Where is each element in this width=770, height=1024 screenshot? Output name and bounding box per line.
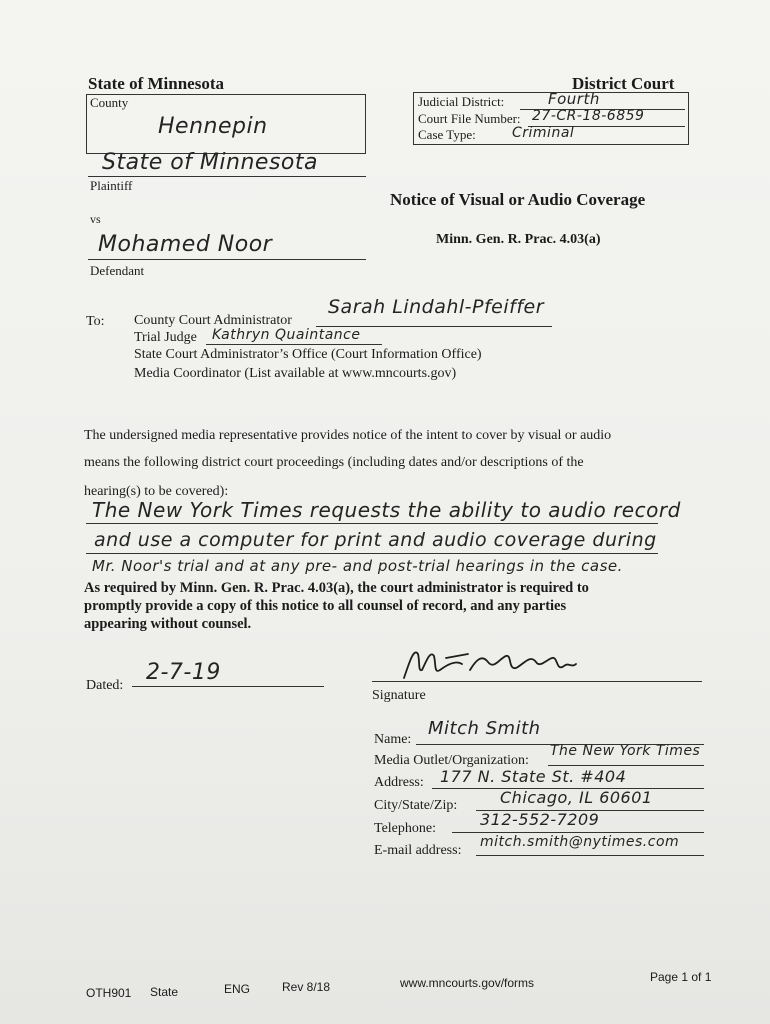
plaintiff-label: Plaintiff <box>90 178 133 193</box>
plaintiff-value: State of Minnesota <box>102 150 318 175</box>
state-heading: State of Minnesota <box>88 74 224 93</box>
trial-judge-label: Trial Judge <box>134 330 197 345</box>
trial-judge-value: Kathryn Quaintance <box>212 327 361 343</box>
notice-title: Notice of Visual or Audio Coverage <box>390 190 646 209</box>
required-line-3: appearing without counsel. <box>84 616 252 632</box>
rule-citation: Minn. Gen. R. Prac. 4.03(a) <box>436 232 601 247</box>
vs-label: vs <box>90 212 101 226</box>
email-label: E-mail address: <box>374 843 462 858</box>
coverage-line-3: Mr. Noor's trial and at any pre- and post-trial hearings in the case. <box>92 557 623 575</box>
intro-line-1: The undersigned media representative provides notice of the intent to cover by visual or audio <box>84 428 612 443</box>
footer-page: Page 1 of 1 <box>650 970 712 984</box>
intro-line-3: hearing(s) to be covered): <box>84 484 229 499</box>
footer-state: State <box>150 985 179 999</box>
address-value: 177 N. State St. #404 <box>440 767 627 786</box>
footer-lang: ENG <box>224 982 251 996</box>
coverage-line-1: The New York Times requests the ability to audio record <box>92 498 681 522</box>
defendant-label: Defendant <box>90 263 145 278</box>
court-heading: District Court <box>572 74 675 93</box>
court-file-label: Court File Number: <box>418 111 521 126</box>
email-value: mitch.smith@nytimes.com <box>480 834 680 850</box>
name-value: Mitch Smith <box>428 718 541 739</box>
name-label: Name: <box>374 732 412 747</box>
case-type-label: Case Type: <box>418 127 476 142</box>
signature-label: Signature <box>372 688 426 703</box>
required-line-2: promptly provide a copy of this notice to all counsel of record, and any parties <box>84 598 567 614</box>
footer-url: www.mncourts.gov/forms <box>400 976 535 990</box>
outlet-value: The New York Times <box>550 743 701 759</box>
outlet-label: Media Outlet/Organization: <box>374 753 529 768</box>
judicial-district-label: Judicial District: <box>418 94 505 109</box>
phone-value: 312-552-7209 <box>480 810 600 829</box>
intro-line-2: means the following district court proceedings (including dates and/or descriptions of the <box>84 455 584 470</box>
county-admin-label: County Court Administrator <box>134 313 292 328</box>
coverage-line-2: and use a computer for print and audio coverage during <box>94 529 657 551</box>
county-label: County <box>90 95 129 110</box>
phone-label: Telephone: <box>374 821 436 836</box>
county-admin-value: Sarah Lindahl-Pfeiffer <box>328 296 545 318</box>
footer-form-id: OTH901 <box>86 986 132 1000</box>
address-label: Address: <box>374 775 424 790</box>
dated-value: 2-7-19 <box>146 660 221 685</box>
case-type-value: Criminal <box>512 125 575 141</box>
county-value: Hennepin <box>158 114 268 139</box>
defendant-value: Mohamed Noor <box>98 232 273 257</box>
city-label: City/State/Zip: <box>374 798 458 813</box>
city-value: Chicago, IL 60601 <box>500 788 653 807</box>
judicial-district-value: Fourth <box>548 90 600 108</box>
footer-rev: Rev 8/18 <box>282 980 331 994</box>
court-file-value: 27-CR-18-6859 <box>532 108 645 124</box>
dated-label: Dated: <box>86 678 124 693</box>
state-admin-line: State Court Administrator’s Office (Court Information Office) <box>134 347 482 362</box>
required-line-1: As required by Minn. Gen. R. Prac. 4.03(a), the court administrator is required to <box>84 580 589 596</box>
media-coord-line: Media Coordinator (List available at www.mncourts.gov) <box>134 366 457 381</box>
to-label: To: <box>86 314 105 329</box>
